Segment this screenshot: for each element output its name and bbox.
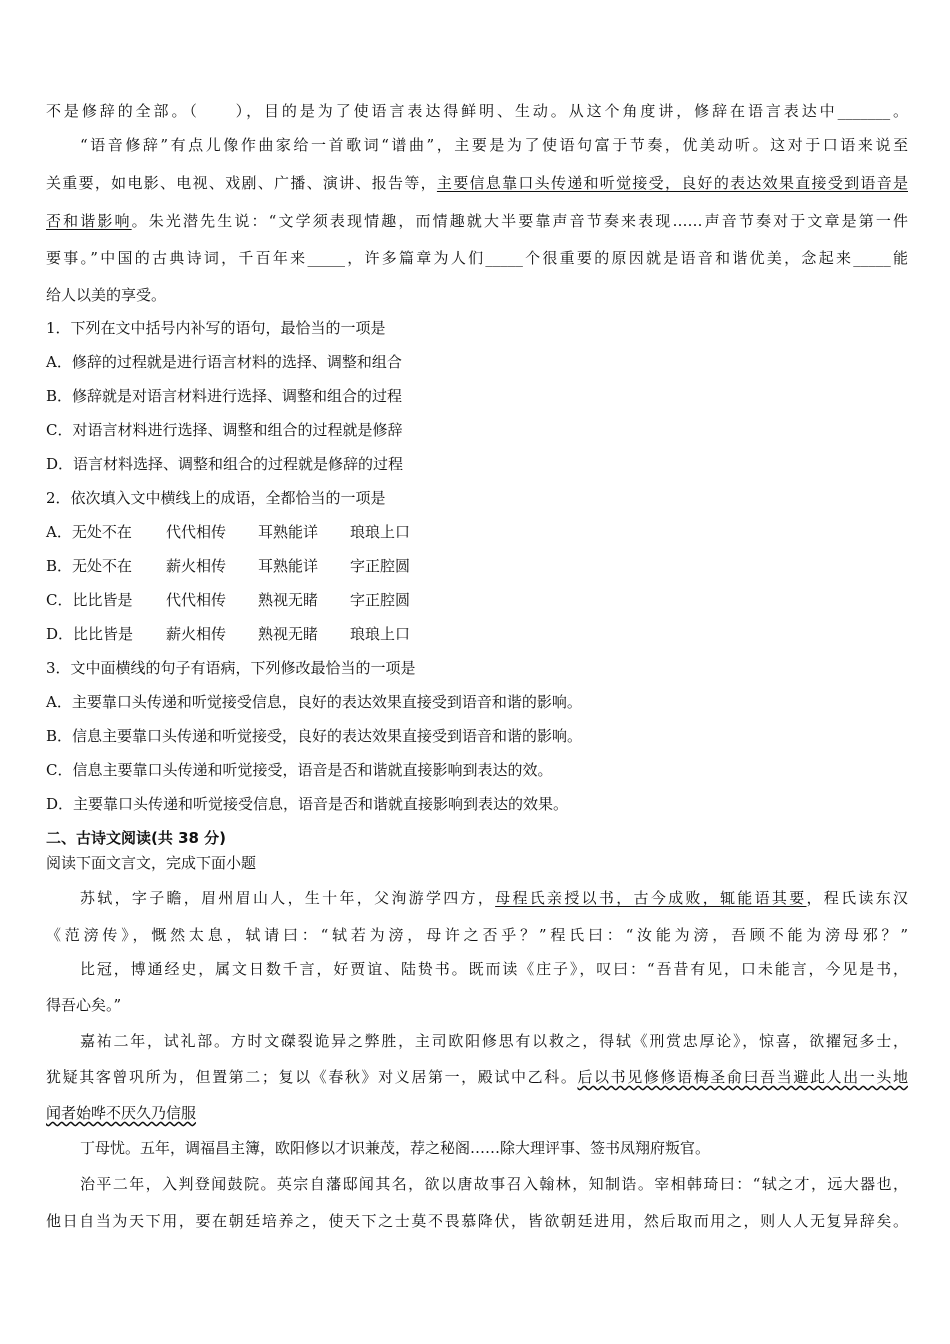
section2-heading: 二、古诗文阅读(共 38 分) (46, 829, 227, 847)
q2-d-word2: 薪火相传 (166, 625, 227, 643)
passage2-p3-line3 (46, 1102, 908, 1124)
q2-d-word1: D．比比皆是 (46, 625, 134, 643)
q2-stem: 2．依次填入文中横线上的成语，全都恰当的一项是 (46, 489, 386, 507)
passage1-line3 (46, 172, 908, 194)
q2-option-a[interactable] (46, 521, 908, 543)
passage1-line4 (46, 210, 908, 232)
q2-option-d[interactable] (46, 623, 908, 645)
q1-option-d[interactable]: D．语言材料选择、调整和组合的过程就是修辞的过程 (46, 455, 404, 473)
q2-d-word4: 琅琅上口 (350, 625, 411, 643)
q1-option-a[interactable]: A．修辞的过程就是进行语言材料的选择、调整和组合 (46, 353, 402, 371)
q2-b-word2: 薪火相传 (166, 557, 227, 575)
passage2-underlined-sentence: 母程氏亲授以书，古今成败，辄能语其要 (495, 889, 807, 907)
q2-b-word3: 耳熟能详 (258, 557, 319, 575)
passage2-p5-line1: 治平二年，入判登闻鼓院。英宗自藩邸闻其名，欲以唐故事召入翰林，知制诰。宰相韩琦曰：“轼之才，远大器也， (80, 1175, 908, 1193)
q2-a-word4: 琅琅上口 (350, 523, 411, 541)
passage2-wavy-sentence-part2: 闻者始哗不厌久乃信服 (46, 1104, 197, 1122)
section2-instruction: 阅读下面文言文，完成下面小题 (46, 854, 257, 872)
q3-option-b[interactable]: B．信息主要靠口头传递和听觉接受，良好的表达效果直接受到语音和谐的影响。 (46, 727, 583, 745)
passage2-p3-line2 (46, 1066, 908, 1088)
passage2-p1-line1 (80, 887, 908, 909)
passage2-p1-text-b: ，程氏读东汉 (806, 889, 908, 907)
q2-c-word1: C．比比皆是 (46, 591, 133, 609)
passage2-p2-line2: 得吾心矣。” (46, 996, 122, 1014)
q2-b-word4: 字正腔圆 (350, 557, 411, 575)
q3-option-c[interactable]: C．信息主要靠口头传递和听觉接受，语音是否和谐就直接影响到表达的效。 (46, 761, 553, 779)
q2-a-word1: A．无处不在 (46, 523, 132, 541)
q3-option-a[interactable]: A．主要靠口头传递和听觉接受信息，良好的表达效果直接受到语音和谐的影响。 (46, 693, 582, 711)
underlined-sentence-part1: 主要信息靠口头传递和听觉接受，良好的表达效果直接受到语音是 (436, 174, 908, 192)
q2-c-word4: 字正腔圆 (350, 591, 411, 609)
passage1-line5: 要事。”中国的古典诗词，千百年来_____，许多篇章为人们_____个很重要的原因就是语音和谐优美，念起来_____能 (46, 249, 908, 267)
passage1-line4-text: 。朱光潜先生说：“文学须表现情趣，而情趣就大半要靠声音节奏来表现……声音节奏对于文章是第一件 (131, 212, 908, 230)
q1-option-c[interactable]: C．对语言材料进行选择、调整和组合的过程就是修辞 (46, 421, 403, 439)
q2-b-word1: B．无处不在 (46, 557, 133, 575)
q1-stem: 1．下列在文中括号内补写的语句，最恰当的一项是 (46, 319, 386, 337)
q2-option-c[interactable] (46, 589, 908, 611)
passage2-p3-line1: 嘉祐二年，试礼部。方时文磔裂诡异之弊胜，主司欧阳修思有以救之，得轼《刑赏忠厚论》，惊喜，欲擢冠多士， (80, 1032, 908, 1050)
q2-d-word3: 熟视无睹 (258, 625, 319, 643)
passage1-line6: 给人以美的享受。 (46, 286, 167, 304)
passage2-p1-line2: 《范滂传》，慨然太息，轼请曰：“轼若为滂，母许之否乎？”程氏曰：“汝能为滂，吾顾不能为滂母邪？” (46, 926, 908, 944)
passage1-line1: 不是修辞的全部。（ ），目的是为了使语言表达得鲜明、生动。从这个角度讲，修辞在语言表达中_______。 (46, 102, 908, 120)
passage2-wavy-sentence-part1: 后以书见修修语梅圣俞曰吾当避此人出一头地 (577, 1068, 908, 1086)
q2-a-word3: 耳熟能详 (258, 523, 319, 541)
q1-option-b[interactable]: B．修辞就是对语言材料进行选择、调整和组合的过程 (46, 387, 403, 405)
underlined-sentence-part2: 否和谐影响 (46, 212, 132, 230)
q3-stem: 3．文中面横线的句子有语病，下列修改最恰当的一项是 (46, 659, 416, 677)
q3-option-d[interactable]: D．主要靠口头传递和听觉接受信息，语音是否和谐就直接影响到表达的效果。 (46, 795, 569, 813)
q2-c-word2: 代代相传 (166, 591, 227, 609)
passage1-line2: “语音修辞”有点儿像作曲家给一首歌词“谱曲”，主要是为了使语句富于节奏，优美动听。这对于口语来说至 (80, 136, 908, 154)
passage2-p2-line1: 比冠，博通经史，属文日数千言，好贾谊、陆贽书。既而读《庄子》，叹曰：“吾昔有见，口未能言，今见是书， (80, 960, 908, 978)
passage1-line3-text: 关重要，如电影、电视、戏剧、广播、演讲、报告等， (46, 174, 437, 192)
q2-option-b[interactable] (46, 555, 908, 577)
q2-c-word3: 熟视无睹 (258, 591, 319, 609)
passage2-p1-text-a: 苏轼，字子瞻，眉州眉山人，生十年，父洵游学四方， (80, 889, 496, 907)
q2-a-word2: 代代相传 (166, 523, 227, 541)
passage2-p3-text: 犹疑其客曾巩所为，但置第二；复以《春秋》对义居第一，殿试中乙科。 (46, 1068, 578, 1086)
passage2-p4: 丁母忧。五年，调福昌主簿，欧阳修以才识兼茂，荐之秘阁……除大理评事、签书凤翔府叛官。 (80, 1139, 711, 1157)
passage2-p5-line2: 他日自当为天下用，要在朝廷培养之，使天下之士莫不畏慕降伏，皆欲朝廷进用，然后取而用之，则人人无复异辞矣。 (46, 1212, 908, 1230)
